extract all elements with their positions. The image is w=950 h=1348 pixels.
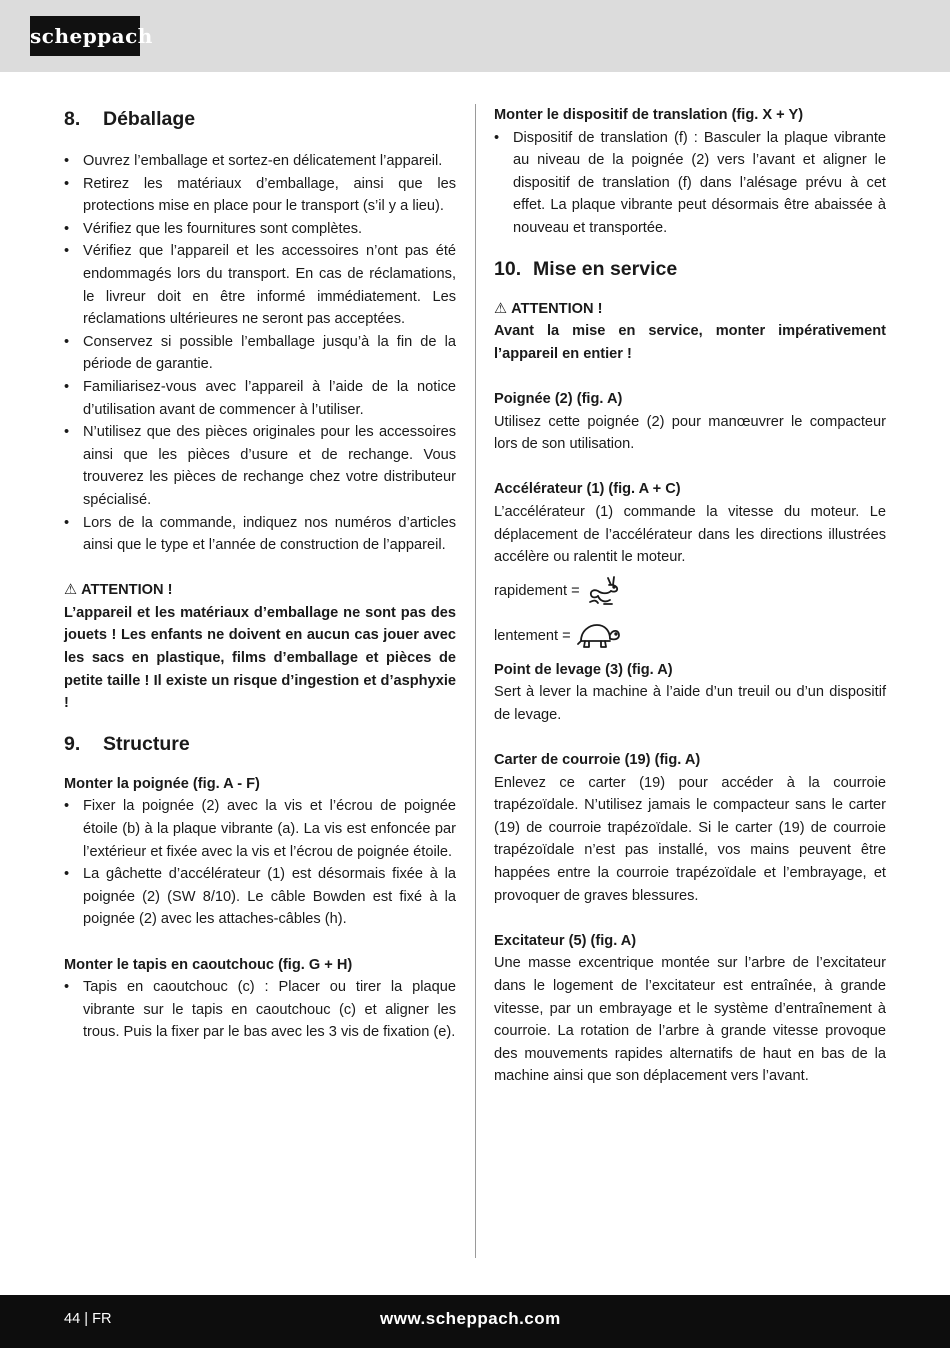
list-item: • Tapis en caoutchouc (c) : Placer ou tirer la plaque vibrante sur le tapis en caoutchouc (c) et aligner les trous. Puis la fixer par le bas avec les 3 vis de fixation (e). <box>64 976 456 1044</box>
accelerator-paragraph: L’accélérateur (1) commande la vitesse du moteur. Le déplacement de l’accélérateur dans les directions illustrées accélère ou ralentit le moteur. <box>494 503 886 566</box>
list-item: • Vérifiez que les fournitures sont complètes. <box>64 218 456 241</box>
slow-row <box>494 614 886 659</box>
belt-cover-subheading: Carter de courroie (19) (fig. A) <box>494 752 701 769</box>
lifting-point-subheading: Point de levage (3) (fig. A) <box>494 661 673 678</box>
section-9-number: 9. <box>64 732 81 755</box>
handle-subheading: Poignée (2) (fig. A) <box>494 390 623 407</box>
unpacking-list <box>64 150 456 557</box>
column-divider <box>475 104 476 1258</box>
exciter-paragraph: Une masse excentrique montée sur l’arbre de l’excitateur dans le logement de l’excitateur est entraînée, à grande vitesse, par un embrayage et le système d’entraînement à courroie. La rotation de l’arbre à grande vitesse provoque des mouvements rapides alternatifs de haut en bas de la machine ainsi que son déplacement vers l’avant. <box>494 955 886 1085</box>
section-8-number: 8. <box>64 108 81 130</box>
list-item: • Fixer la poignée (2) avec la vis et l’écrou de poignée étoile (b) à la plaque vibrante (a). La vis est enfoncée par l’extérieur et fixée avec la vis et l’écrou de poignée étoile. <box>64 795 456 863</box>
list-item: • La gâchette d’accélérateur (1) est désormais fixée à la poignée (2) (SW 8/10). Le câble Bowden est fixé à la poignée (2) avec les attaches-câbles (h). <box>64 863 456 931</box>
section-8-heading <box>64 104 456 134</box>
warning-triangle-icon: ⚠ <box>64 582 78 599</box>
section-9-title: Structure <box>103 732 190 755</box>
fast-row <box>494 569 886 614</box>
left-column <box>64 104 456 1044</box>
section-9-heading <box>64 729 456 759</box>
list-item: • Familiarisez-vous avec l’appareil à l’aide de la notice d’utilisation avant de commencer à l’utiliser. <box>64 376 456 421</box>
section-10-number: 10. <box>494 257 522 280</box>
right-column <box>494 104 886 1088</box>
list-item: • N’utilisez que des pièces originales pour les accessoires ainsi que les pièces d’usure et de rechange. Vous trouverez les pièces de rechange chez votre distributeur spécialisé. <box>64 421 456 511</box>
rubber-mat-subheading: Monter le tapis en caoutchouc (fig. G + H) <box>64 956 353 973</box>
handle-subheading: Monter la poignée (fig. A - F) <box>64 775 260 792</box>
header-band <box>0 0 950 72</box>
slow-label: lentement = <box>494 627 571 644</box>
warning-text: Avant la mise en service, monter impérativement l’appareil en entier ! <box>494 323 886 362</box>
translation-list <box>494 127 886 240</box>
list-item: • Ouvrez l’emballage et sortez-en délicatement l’appareil. <box>64 150 456 173</box>
rubber-mat-list <box>64 976 456 1044</box>
section-10-title: Mise en service <box>533 257 678 280</box>
accelerator-subheading: Accélérateur (1) (fig. A + C) <box>494 481 681 498</box>
translation-subheading: Monter le dispositif de translation (fig. X + Y) <box>494 107 804 123</box>
list-item: • Lors de la commande, indiquez nos numéros d’articles ainsi que le type et l’année de construction de l’appareil. <box>64 512 456 557</box>
warning-text: L’appareil et les matériaux d’emballage ne sont pas des jouets ! Les enfants ne doivent en aucun cas jouer avec les sacs en plastique, films d’emballage et pièces de petite taille ! Il existe un risque d’ingestion et d’asphyxie ! <box>64 604 456 712</box>
handle-paragraph: Utilisez cette poignée (2) pour manœuvrer le compacteur lors de son utilisation. <box>494 413 886 453</box>
page-number: 44 | FR <box>64 1311 112 1327</box>
turtle-icon <box>577 621 621 651</box>
list-item: • Retirez les matériaux d’emballage, ainsi que les protections mise en place pour le transport (s’il y a lieu). <box>64 173 456 218</box>
belt-cover-paragraph: Enlevez ce carter (19) pour accéder à la courroie trapézoïdale. N’utilisez jamais le compacteur sans le carter (19) de courroie trapézoïdale. Si le carter (19) de courroie trapézoïdale n’est pas installé, vos mains peuvent être happées entre la courroie trapézoïdale et l’embrayage, et provoquer de graves blessures. <box>494 774 886 904</box>
section-10-heading <box>494 254 886 284</box>
warning-label: ⚠ ATTENTION ! <box>64 582 173 599</box>
fast-label: rapidement = <box>494 582 580 599</box>
exciter-subheading: Excitateur (5) (fig. A) <box>494 932 637 949</box>
list-item: • Conservez si possible l’emballage jusqu’à la fin de la période de garantie. <box>64 331 456 376</box>
rabbit-icon <box>586 574 622 608</box>
warning-label: ⚠ ATTENTION ! <box>494 300 603 317</box>
list-item: • Vérifiez que l’appareil et les accessoires n’ont pas été endommagés lors du transport. En cas de réclamations, le livreur doit en être informé immédiatement. Les réclamations ultérieures ne seront pas acceptées. <box>64 240 456 330</box>
section-8-title: Déballage <box>103 108 196 130</box>
footer-band <box>0 1295 950 1348</box>
list-item: • Dispositif de translation (f) : Basculer la plaque vibrante au niveau de la poignée (2) vers l’avant et aligner le dispositif de translation (f) dans l’alésage prévu à cet effet. La plaque vibrante peut désormais être abaissée à nouveau et transportée. <box>494 127 886 240</box>
warning-triangle-icon: ⚠ <box>494 300 508 317</box>
lifting-point-paragraph: Sert à lever la machine à l’aide d’un treuil ou d’un dispositif de levage. <box>494 684 886 723</box>
website-url: www.scheppach.com <box>380 1309 561 1328</box>
handle-list <box>64 795 456 931</box>
brand-logo: scheppach <box>30 16 140 56</box>
